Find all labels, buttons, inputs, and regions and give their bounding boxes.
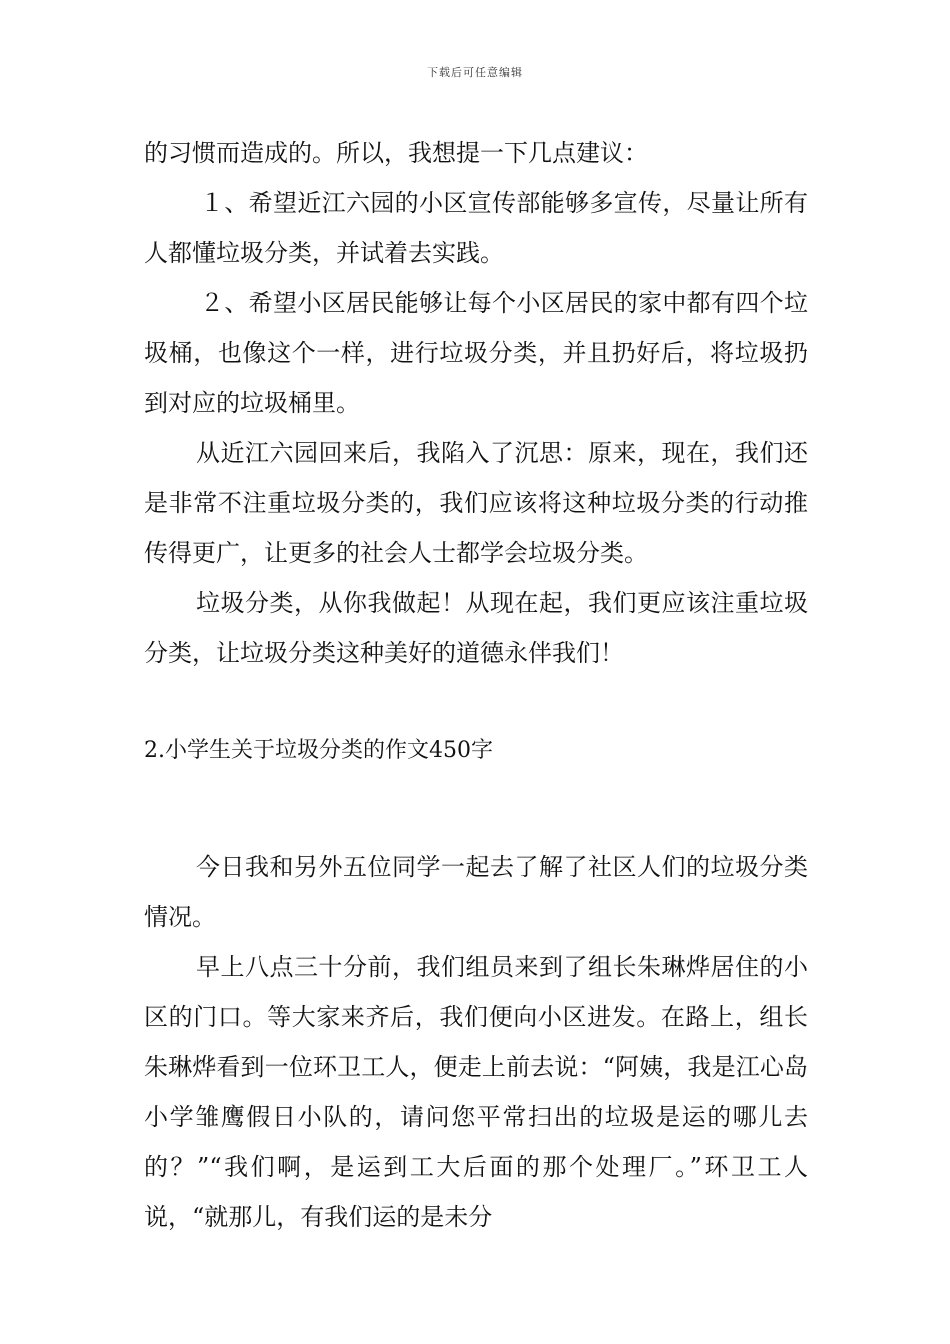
paragraph-conclusion: 垃圾分类，从你我做起！从现在起，我们更应该注重垃圾分类，让垃圾分类这种美好的道德永伴我们！ — [144, 589, 808, 667]
paragraph-reflection: 从近江六园回来后，我陷入了沉思：原来，现在，我们还是非常不注重垃圾分类的，我们应该将这种垃圾分类的行动推传得更广，让更多的社会人士都学会垃圾分类。 — [144, 439, 808, 567]
paragraph-narrative: 早上八点三十分前，我们组员来到了组长朱琳烨居住的小区的门口。等大家来齐后，我们便向小区进发。在路上，组长朱琳烨看到一位环卫工人，便走上前去说：“阿姨，我是江心岛小学雏鹰假日小队的，请问您平常扫出的垃圾是运的哪儿去的？”“我们啊，是运到工大后面的那个处理厂。”环卫工人说，“就那儿，有我们运的是未分 — [144, 953, 808, 1231]
paragraph-intro: 今日我和另外五位同学一起去了解了社区人们的垃圾分类情况。 — [144, 853, 808, 931]
paragraph-suggestion-2: ２、希望小区居民能够让每个小区居民的家中都有四个垃圾桶，也像这个一样，进行垃圾分类，并且扔好后，将垃圾扔到对应的垃圾桶里。 — [144, 289, 808, 417]
section-heading: 2.小学生关于垃圾分类的作文450字 — [144, 738, 493, 763]
page-header-note: 下载后可任意编辑 — [427, 66, 523, 79]
document-body — [144, 128, 808, 1242]
paragraph-suggestion-1: １、希望近江六园的小区宣传部能够多宣传，尽量让所有人都懂垃圾分类，并试着去实践。 — [144, 189, 808, 267]
paragraph-continuation: 的习惯而造成的。所以，我想提一下几点建议： — [144, 139, 648, 167]
